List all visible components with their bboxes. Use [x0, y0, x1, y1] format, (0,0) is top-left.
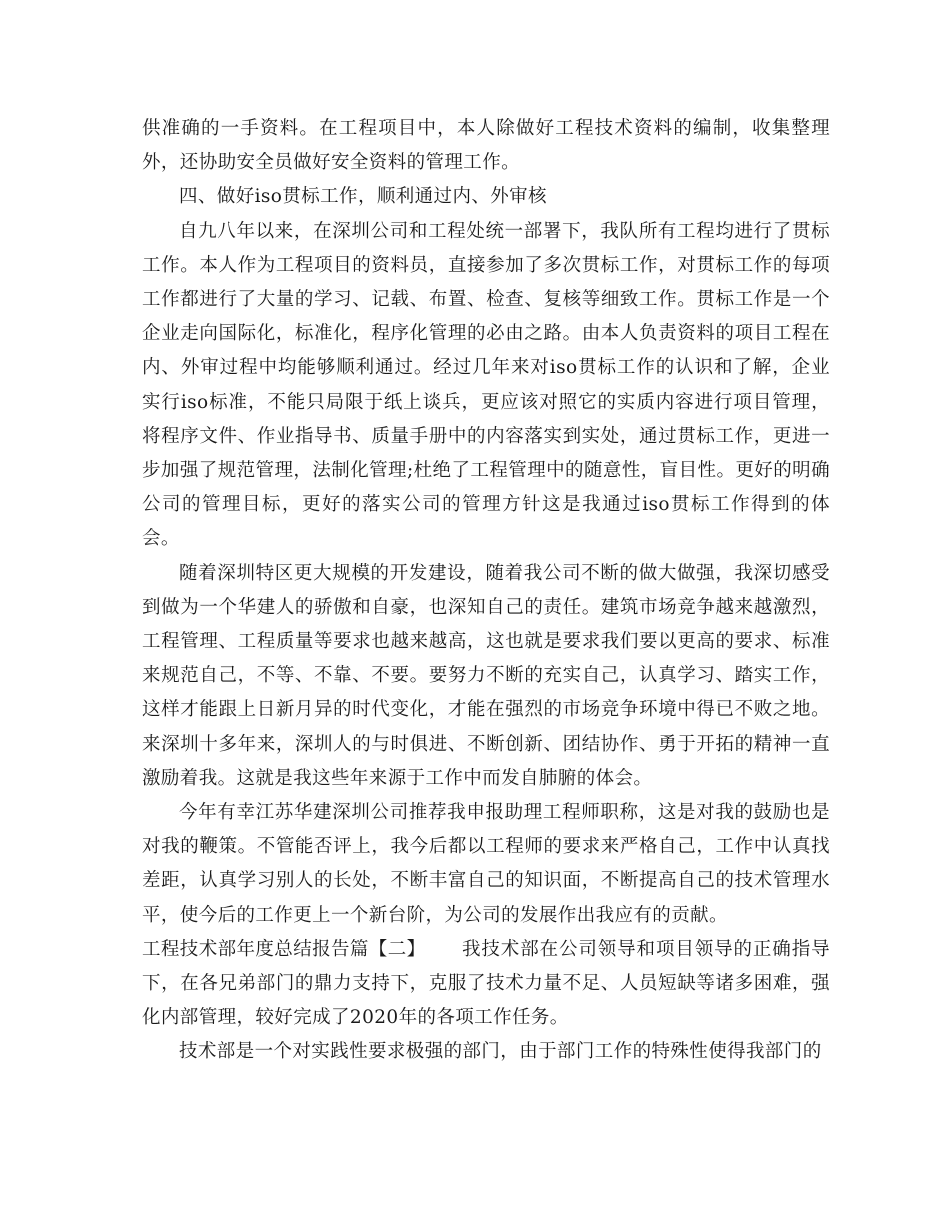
paragraph-continuation: 供准确的一手资料。在工程项目中，本人除做好工程技术资料的编制，收集整理外，还协助安全员做好安全资料的管理工作。: [142, 118, 830, 174]
report-intro-text: 我技术部在公司领导和项目领导的正确指导下，在各兄弟部门的鼎力支持下，克服了技术力量不足、人员短缺等诸多困难，强化内部管理，较好完成了2020年的各项工作任务。: [142, 938, 830, 1029]
report-title: 工程技术部年度总结报告篇【二】: [142, 938, 426, 960]
paragraph-shenzhen-development: 随着深圳特区更大规模的开发建设，随着我公司不断的做大做强，我深切感受到做为一个华建人的骄傲和自豪，也深知自己的责任。建筑市场竞争越来越激烈，工程管理、工程质量等要求也越来越高，这也就是要求我们要以更高的要求、标准来规范自己，不等、不靠、不要。要努力不断的充实自己，认真学习、踏实工作，这样才能跟上日新月异的时代变化，才能在强烈的市场竞争环境中得已不败之地。来深圳十多年来，深圳人的与时俱进、不断创新、团结协作、勇于开拓的精神一直激励着我。这就是我这些年来源于工作中而发自肺腑的体会。: [142, 562, 830, 789]
paragraph-report-two: [142, 933, 830, 1036]
paragraph-engineer-title: 今年有幸江苏华建深圳公司推荐我申报助理工程师职称，这是对我的鼓励也是对我的鞭策。不管能否评上，我今后都以工程师的要求来严格自己，工作中认真找差距，认真学习别人的长处，不断丰富自己的知识面，不断提高自己的技术管理水平，使今后的工作更上一个新台阶，为公司的发展作出我应有的贡献。: [142, 802, 830, 926]
section-heading-iso: 四、做好iso贯标工作，顺利通过内、外审核: [179, 186, 547, 208]
paragraph-iso-work: 自九八年以来，在深圳公司和工程处统一部署下，我队所有工程均进行了贯标工作。本人作为工程项目的资料员，直接参加了多次贯标工作，对贯标工作的每项工作都进行了大量的学习、记载、布置、检查、复核等细致工作。贯标工作是一个企业走向国际化，标准化，程序化管理的必由之路。由本人负责资料的项目工程在内、外审过程中均能够顺利通过。经过几年来对iso贯标工作的认识和了解，企业实行iso标准，不能只局限于纸上谈兵，更应该对照它的实质内容进行项目管理，将程序文件、作业指导书、质量手册中的内容落实到实处，通过贯标工作，更进一步加强了规范管理，法制化管理;杜绝了工程管理中的随意性，盲目性。更好的明确公司的管理目标，更好的落实公司的管理方针这是我通过iso贯标工作得到的体会。: [142, 220, 830, 550]
paragraph-tech-department: 技术部是一个对实践性要求极强的部门，由于部门工作的特殊性使得我部门的: [179, 1041, 822, 1063]
